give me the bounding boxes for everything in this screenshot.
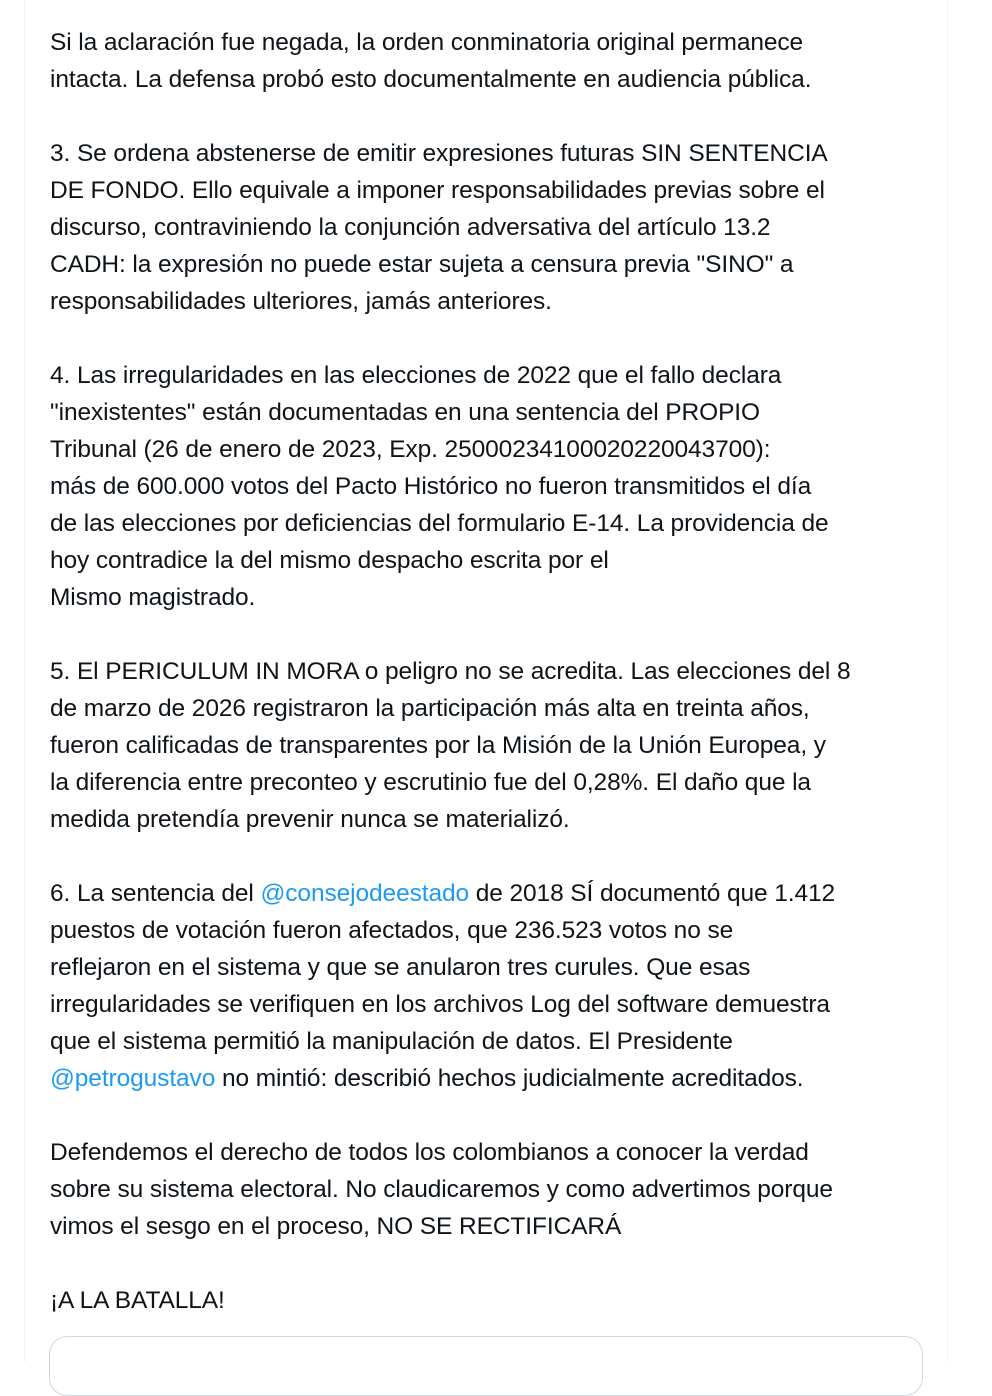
text-line: hoy contradice la del mismo despacho escrita por el (50, 547, 609, 574)
text-line: que el sistema permitió la manipulación de datos. El Presidente (50, 1028, 733, 1055)
paragraph-battle-cry (50, 1282, 930, 1319)
text-line: Si la aclaración fue negada, la orden conminatoria original permanece (50, 29, 804, 56)
text-line: CADH: la expresión no puede estar sujeta a censura previa "SINO" a (50, 251, 794, 278)
paragraph-closing (50, 1134, 930, 1245)
text-line: irregularidades se verifiquen en los archivos Log del software demuestra (50, 991, 830, 1018)
text-line: responsabilidades ulteriores, jamás anteriores. (50, 288, 552, 315)
text-line: ¡A LA BATALLA! (50, 1287, 225, 1314)
text-line: reflejaron en el sistema y que se anularon tres curules. Que esas (50, 954, 751, 981)
text-line: 3. Se ordena abstenerse de emitir expresiones futuras SIN SENTENCIA (50, 140, 828, 167)
mention-link-consejodeestado[interactable]: @consejodeestado (260, 880, 470, 907)
text-line: más de 600.000 votos del Pacto Histórico no fueron transmitidos el día (50, 473, 812, 500)
text-segment: no mintió: describió hechos judicialmente acreditados. (215, 1065, 804, 1092)
paragraph-point-5 (50, 653, 930, 838)
text-line: 5. El PERICULUM IN MORA o peligro no se acredita. Las elecciones del 8 (50, 658, 851, 685)
text-line: "inexistentes" están documentadas en una sentencia del PROPIO (50, 399, 760, 426)
paragraph-point-6 (50, 875, 930, 1097)
tweet-text (50, 24, 930, 1319)
text-line: Defendemos el derecho de todos los colombianos a conocer la verdad (50, 1139, 809, 1166)
text-line: discurso, contraviniendo la conjunción adversativa del artículo 13.2 (50, 214, 771, 241)
text-line: sobre su sistema electoral. No claudicaremos y como advertimos porque (50, 1176, 833, 1203)
paragraph-clarification (50, 24, 930, 98)
tweet-card (24, 0, 948, 1362)
text-line: la diferencia entre preconteo y escrutinio fue del 0,28%. El daño que la (50, 769, 811, 796)
paragraph-point-4 (50, 357, 930, 616)
text-line: vimos el sesgo en el proceso, NO SE RECTIFICARÁ (50, 1213, 622, 1240)
text-line: Mismo magistrado. (50, 584, 256, 611)
text-line: medida pretendía prevenir nunca se materializó. (50, 806, 570, 833)
text-segment: de 2018 SÍ documentó que 1.412 (469, 880, 836, 907)
text-line (50, 1060, 930, 1097)
text-line: intacta. La defensa probó esto documentalmente en audiencia pública. (50, 66, 812, 93)
text-line: puestos de votación fueron afectados, que 236.523 votos no se (50, 917, 734, 944)
text-line: de las elecciones por deficiencias del formulario E-14. La providencia de (50, 510, 829, 537)
text-line (50, 875, 930, 912)
mention-link-petrogustavo[interactable]: @petrogustavo (50, 1065, 216, 1092)
embedded-card[interactable] (49, 1336, 923, 1396)
paragraph-point-3 (50, 135, 930, 320)
text-line: DE FONDO. Ello equivale a imponer responsabilidades previas sobre el (50, 177, 825, 204)
text-line: Tribunal (26 de enero de 2023, Exp. 25000234100020220043700): (50, 436, 771, 463)
text-line: de marzo de 2026 registraron la participación más alta en treinta años, (50, 695, 810, 722)
text-line: fueron calificadas de transparentes por la Misión de la Unión Europea, y (50, 732, 826, 759)
text-segment: 6. La sentencia del (50, 880, 261, 907)
text-line: 4. Las irregularidades en las elecciones de 2022 que el fallo declara (50, 362, 782, 389)
